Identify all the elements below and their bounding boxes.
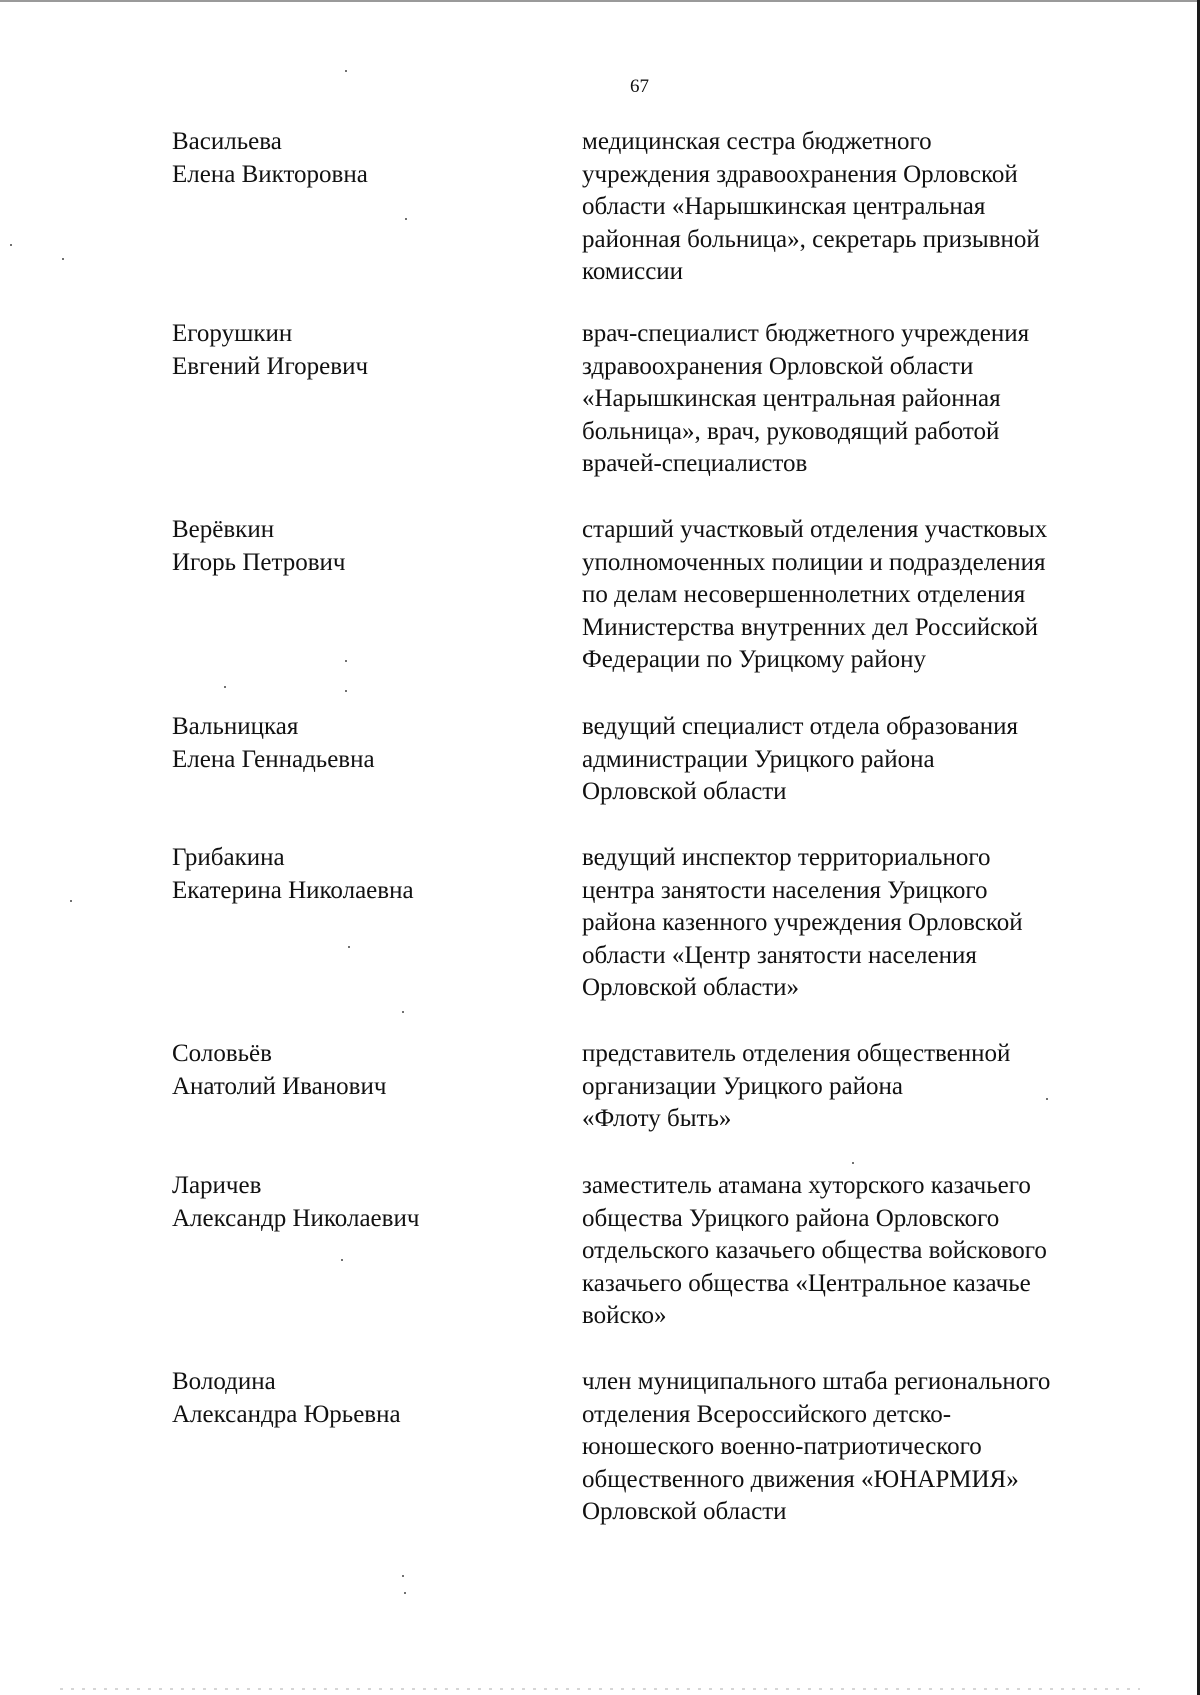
- role-line: медицинская сестра бюджетного: [582, 128, 932, 155]
- role-line: «Флоту быть»: [582, 1105, 732, 1132]
- member-name: [172, 514, 552, 579]
- role-line: учреждения здравоохранения Орловской: [582, 160, 1018, 188]
- member-role: [582, 842, 1122, 1005]
- role-line: области «Нарышкинская центральная: [582, 193, 986, 220]
- member-role: [582, 1170, 1122, 1333]
- role-line: района казенного учреждения Орловской: [582, 909, 1023, 936]
- scan-speck: [852, 1162, 854, 1164]
- role-line: врачей-специалистов: [582, 450, 808, 477]
- role-line: «Нарышкинская центральная районная: [582, 385, 1001, 412]
- scan-speck: [1046, 1098, 1048, 1100]
- role-line: комиссии: [582, 258, 684, 285]
- member-name: [172, 842, 552, 907]
- member-role: [582, 318, 1122, 481]
- scan-speck: [345, 690, 347, 692]
- role-line: Министерства внутренних дел Российской: [582, 613, 1038, 641]
- member-surname: Соловьёв: [172, 1040, 272, 1067]
- scan-speck: [10, 244, 12, 246]
- scan-speck: [404, 1592, 406, 1594]
- member-name: [172, 1170, 552, 1235]
- member-role: [582, 1038, 1122, 1136]
- member-given-names: Игорь Петрович: [172, 548, 346, 576]
- role-line: по делам несовершеннолетних отделения: [582, 581, 1026, 608]
- role-line: старший участковый отделения участковых: [582, 516, 1048, 543]
- role-line: отделения Всероссийского детско-: [582, 1400, 952, 1428]
- role-line: отдельского казачьего общества войскового: [582, 1237, 1047, 1264]
- scan-edge-bottom: [60, 1688, 1140, 1690]
- member-role: [582, 711, 1122, 809]
- member-name: [172, 126, 552, 191]
- scan-speck: [62, 258, 64, 260]
- role-line: центра занятости населения Урицкого: [582, 876, 988, 904]
- scan-speck: [345, 70, 347, 72]
- role-line: области «Центр занятости населения: [582, 941, 977, 969]
- role-line: администрации Урицкого района: [582, 745, 935, 773]
- role-line: член муниципального штаба регионального: [582, 1368, 1051, 1395]
- role-line: районная больница», секретарь призывной: [582, 225, 1040, 253]
- role-line: казачьего общества «Центральное казачье: [582, 1269, 1031, 1297]
- role-line: организации Урицкого района: [582, 1072, 903, 1100]
- role-line: уполномоченных полиции и подразделения: [582, 548, 1046, 576]
- scan-speck: [402, 1575, 404, 1577]
- member-surname: Вальницкая: [172, 713, 299, 740]
- member-role: [582, 126, 1122, 289]
- member-surname: Верёвкин: [172, 516, 275, 543]
- role-line: ведущий инспектор территориального: [582, 844, 991, 871]
- member-given-names: Евгений Игоревич: [172, 352, 369, 380]
- member-surname: Володина: [172, 1368, 276, 1395]
- member-name: [172, 318, 552, 383]
- member-given-names: Александра Юрьевна: [172, 1400, 401, 1428]
- member-surname: Грибакина: [172, 844, 285, 871]
- page-number: 67: [630, 76, 649, 97]
- member-given-names: Александр Николаевич: [172, 1204, 420, 1232]
- role-line: Федерации по Урицкому району: [582, 646, 927, 673]
- role-line: здравоохранения Орловской области: [582, 352, 974, 380]
- member-surname: Егорушкин: [172, 320, 293, 347]
- scan-speck: [345, 660, 347, 662]
- member-name: [172, 1038, 552, 1103]
- scan-speck: [405, 218, 407, 220]
- role-line: больница», врач, руководящий работой: [582, 417, 1000, 445]
- role-line: представитель отделения общественной: [582, 1040, 1011, 1067]
- role-line: юношеского военно-патриотического: [582, 1433, 982, 1460]
- member-name: [172, 711, 552, 776]
- scan-speck: [341, 1259, 343, 1261]
- member-role: [582, 514, 1122, 677]
- role-line: Орловской области: [582, 1498, 787, 1525]
- member-given-names: Елена Викторовна: [172, 160, 368, 188]
- role-line: Орловской области»: [582, 974, 800, 1001]
- role-line: общественного движения «ЮНАРМИЯ»: [582, 1465, 1019, 1493]
- scan-speck: [402, 1011, 404, 1013]
- member-surname: Васильева: [172, 128, 282, 155]
- scan-speck: [224, 686, 226, 688]
- member-given-names: Екатерина Николаевна: [172, 876, 414, 904]
- member-given-names: Елена Геннадьевна: [172, 745, 375, 773]
- role-line: врач-специалист бюджетного учреждения: [582, 320, 1030, 347]
- member-surname: Ларичев: [172, 1172, 262, 1199]
- scan-speck: [348, 946, 350, 948]
- member-given-names: Анатолий Иванович: [172, 1072, 387, 1100]
- member-name: [172, 1366, 552, 1431]
- scan-edge-top: [0, 0, 1200, 2]
- role-line: войско»: [582, 1302, 667, 1329]
- role-line: Орловской области: [582, 778, 787, 805]
- role-line: заместитель атамана хуторского казачьего: [582, 1172, 1031, 1199]
- role-line: ведущий специалист отдела образования: [582, 713, 1018, 740]
- scan-speck: [70, 900, 72, 902]
- member-role: [582, 1366, 1122, 1529]
- role-line: общества Урицкого района Орловского: [582, 1204, 1000, 1232]
